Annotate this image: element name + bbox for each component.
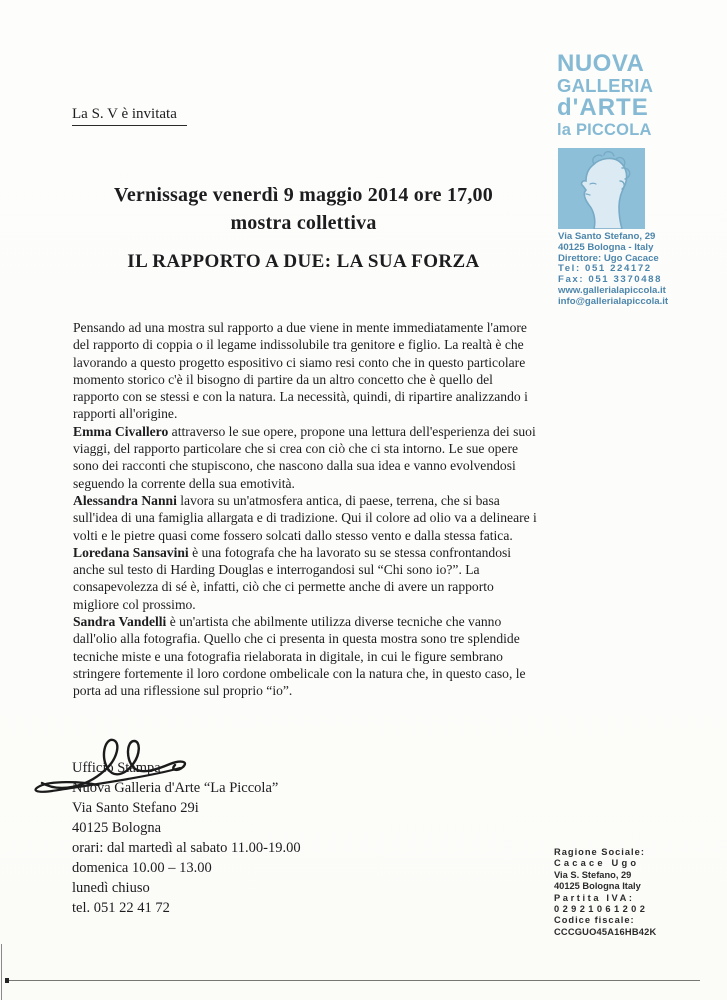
paragraph-artist-sansavini bbox=[73, 544, 539, 613]
fiscal-info-block bbox=[554, 847, 684, 938]
city-line: 40125 Bologna bbox=[72, 820, 162, 836]
gallery-logo bbox=[557, 52, 661, 140]
letter-body bbox=[73, 319, 539, 700]
logo-word-nuova: NUOVA bbox=[557, 50, 645, 77]
opening-hours-line: orari: dal martedì al sabato 11.00-19.00 bbox=[72, 840, 301, 856]
paragraph-text: attraverso le sue opere, propone una lettura dell'esperienza dei suoi viaggi, del rapporto particolare che si crea con ciò che ci sta intorno. Le sue opere sono dei racconti che stupiscono, che nascono dalla sua idea e vanno evolvendosi seguendo la corrente della sua emotività. bbox=[73, 423, 536, 491]
press-office-block bbox=[72, 758, 301, 918]
paragraph-text: è un'artista che abilmente utilizza diverse tecniche che vanno dall'olio alla fotografia. Quello che ci presenta in questa mostra sono tre splendide tecniche miste e una fotografia rielaborata in digitale, in cui le figure sembrano stringere fortemente il loro cordone ombelicale con la natura che, in questo caso, le porta ad una riflessione sul proprio “io”. bbox=[73, 614, 526, 699]
fiscal-city-line: 40125 Bologna Italy bbox=[554, 881, 641, 892]
partita-iva-label: Partita IVA: bbox=[554, 892, 635, 903]
logo-word-galleria: GALLERIA bbox=[557, 75, 654, 96]
paragraph-artist-nanni bbox=[73, 492, 539, 544]
artist-name: Loredana Sansavini bbox=[73, 544, 189, 560]
press-office-title: Ufficio Stampa bbox=[72, 760, 161, 776]
contact-email-line: info@gallerialapiccola.it bbox=[558, 295, 669, 307]
codice-fiscale-value: CCCGUO45A16HB42K bbox=[554, 926, 657, 937]
scan-edge-line bbox=[7, 980, 700, 981]
gallery-name-line: Nuova Galleria d'Arte “La Piccola” bbox=[72, 780, 279, 796]
paragraph-text: Pensando ad una mostra sul rapporto a due viene in mente immediatamente l'amore del rapporto di coppia o il legame indissolubile tra genitore e figlio. La realtà è che lavorando a questo progetto espositivo ci siamo resi conto che in questo particolare momento storico c'è il bisogno di partire da un altro concetto che è quello del rapporto con se stessi e con la natura. La necessità, quindi, di ripartire analizzando i rapporti all'origine. bbox=[73, 320, 528, 422]
codice-fiscale-label: Codice fiscale: bbox=[554, 915, 635, 926]
artist-name: Alessandra Nanni bbox=[73, 492, 177, 508]
contact-tel-line: Tel: 051 224172 bbox=[558, 263, 652, 275]
logo-cameo-box bbox=[558, 148, 645, 229]
salutation-line: La S. V è invitata bbox=[72, 106, 187, 126]
artist-name: Sandra Vandelli bbox=[73, 614, 167, 630]
artist-name: Emma Civallero bbox=[73, 423, 169, 439]
scan-edge-dot bbox=[5, 978, 9, 983]
event-type-line: mostra collettiva bbox=[230, 212, 377, 234]
paragraph-intro bbox=[73, 319, 539, 423]
exhibition-title: IL RAPPORTO A DUE: LA SUA FORZA bbox=[127, 251, 480, 272]
paragraph-artist-vandelli bbox=[73, 613, 539, 699]
event-date-line: Vernissage venerdì 9 maggio 2014 ore 17,00 bbox=[114, 184, 493, 206]
ragione-sociale-value: Cacace Ugo bbox=[554, 858, 640, 869]
gallery-contact-block bbox=[558, 232, 708, 308]
scan-left-edge-line bbox=[1, 944, 2, 1000]
logo-word-lapiccola: la PICCOLA bbox=[557, 121, 652, 139]
fiscal-street-line: Via S. Stefano, 29 bbox=[554, 869, 632, 880]
sunday-hours-line: domenica 10.00 – 13.00 bbox=[72, 860, 212, 876]
ragione-sociale-label: Ragione Sociale: bbox=[554, 847, 645, 857]
contact-director-line: Direttore: Ugo Cacace bbox=[558, 252, 659, 264]
contact-fax-line: Fax: 051 3370488 bbox=[558, 274, 663, 286]
contact-city-line: 40125 Bologna - Italy bbox=[558, 241, 654, 253]
partita-iva-value: 02921061202 bbox=[554, 904, 649, 915]
contact-website-line: www.gallerialapiccola.it bbox=[558, 284, 666, 296]
street-line: Via Santo Stefano 29i bbox=[72, 800, 199, 816]
paragraph-artist-civallero bbox=[73, 423, 539, 492]
contact-address-line: Via Santo Stefano, 29 bbox=[558, 231, 656, 242]
paragraph-text: è una fotografa che ha lavorato su se stessa confrontandosi anche sul testo di Harding Douglas e interrogandosi sul “Chi sono io?”. La consapevolezza di sé è, infatti, ciò che ci permette anche di avere un rapporto migliore col prossimo. bbox=[73, 544, 512, 612]
telephone-line: tel. 051 22 41 72 bbox=[72, 900, 170, 916]
classical-head-icon bbox=[558, 148, 645, 229]
event-title-block bbox=[72, 181, 535, 237]
paragraph-text: lavora su un'atmosfera antica, di paese, terrena, che si basa sull'idea di una famiglia allargata e di tradizione. Qui il colore ad olio va a delineare i volti e le pietre quasi come fossero solcati dallo stesso vento e dalla stessa fatica. bbox=[73, 492, 537, 543]
logo-word-darte: d'ARTE bbox=[557, 94, 649, 121]
monday-closed-line: lunedì chiuso bbox=[72, 880, 150, 896]
